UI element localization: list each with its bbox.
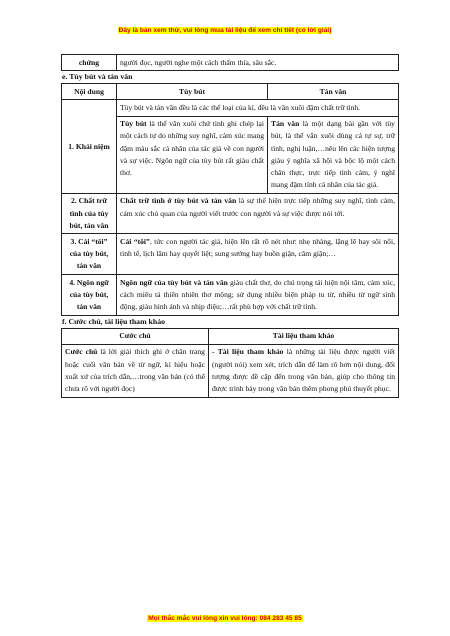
- table-header-row: [62, 84, 399, 100]
- tanvan-definition: Tản văn là một dạng bài gần với tùy bút, là thể văn xuôi dùng cả tự sự, trữ tình, nghị luận,…nêu lên các hiện tượng giàu ý nghĩa xã hội và bộc lộ một cách chân thực, trực tiếp tình cảm, ý nghĩ mang đậm tính cá nhân của tác giả.: [268, 116, 399, 193]
- column-header: Tài liệu tham khảo: [209, 328, 399, 344]
- row-text: người đọc, người nghe một cách thấm thía, sâu sắc.: [117, 55, 399, 71]
- column-header: Tùy bút: [117, 84, 268, 100]
- table-row: [62, 275, 399, 316]
- row-content: Ngôn ngữ của tùy bút và tản văn giàu chất thơ, do chú trọng tái hiện nội tâm, cảm xúc, cách miêu tả thiên nhiên thơ mộng; sử dụng nhiều biện pháp tu từ, nhiều từ ngữ sinh động, giàu hình ảnh và nhịp điệu;…rất phù hợp với chất trữ tình.: [117, 275, 399, 316]
- table-row: [62, 193, 399, 234]
- column-header: Cước chú: [62, 328, 209, 344]
- table-header-row: [62, 328, 399, 344]
- table-row: [62, 234, 399, 275]
- row-label: chứng: [62, 55, 117, 71]
- row-label: 2. Chất trữ tình của tùy bút, tản văn: [62, 193, 117, 234]
- row-label: 3. Cái “tôi” của tùy bút, tản văn: [62, 234, 117, 275]
- row-content: Cái “tôi”, tức con người tác giả, hiện lên rất rõ nét như: nhẹ nhàng, lặng lẽ hay sôi nổi, tinh tế, lịch lãm hay quyết liệt; sung sướng hay buồn giận, căm giận;…: [117, 234, 399, 275]
- bottom-banner: Mọi thắc mắc vui lòng xin vui lòng: 084 283 45 85: [148, 615, 302, 622]
- table-row: [62, 344, 399, 397]
- footnote-definition: Cước chú là lời giải thích ghi ở chân trang hoặc cuối văn bản về từ ngữ, kí hiệu hoặc xuất xứ của trích dẫn,…trong văn bản (có thể chưa rõ với người đọc): [62, 344, 209, 397]
- essay-compare-table: [61, 83, 399, 315]
- top-fragment-table: [61, 54, 399, 71]
- reference-definition: - Tài liệu tham khảo là những tài liệu được người viết (người nói) xem xét, trích dẫn để làm rõ hơn nội dung, đối tượng được đề cập đến trong văn bản, giúp cho thông tin được trình bày trong văn bản thêm phong phú thuyết phục.: [209, 344, 399, 397]
- column-header: Tản văn: [268, 84, 399, 100]
- document-page: [61, 54, 399, 398]
- row-label: 1. Khái niệm: [62, 100, 117, 193]
- top-banner: Đây là bản xem thử, vui lòng mua tài liệu để xem chi tiết (có lời giải): [118, 27, 332, 34]
- shared-definition: Tùy bút và tản văn đều là các thể loại của kí, đều là văn xuôi đậm chất trữ tình.: [117, 100, 399, 116]
- tuybut-definition: Tùy bút là thể văn xuôi chứ tình ghi chép lại một cách tự do những suy nghĩ, cảm xúc mang đậm màu sắc cá nhân của tác giả về con người và sự việc. Ngôn ngữ của tùy bút rất giàu chất thơ.: [117, 116, 268, 193]
- table-row: [62, 100, 399, 116]
- row-content: Chất trữ tình ở tùy bút và tản văn là sự thể hiện trực tiếp những suy nghĩ, tình cảm, cảm xúc chủ quan của người viết trước con người và sự việc được nói tới.: [117, 193, 399, 234]
- section-heading-e: e. Tùy bút và tản văn: [62, 72, 133, 82]
- section-heading-f: f. Cước chú, tài liệu tham khảo: [62, 316, 165, 326]
- column-header: Nội dung: [62, 84, 117, 100]
- row-label: 4. Ngôn ngữ của tùy bút, tản văn: [62, 275, 117, 316]
- table-row: [62, 55, 399, 71]
- footnote-reference-table: [61, 328, 399, 398]
